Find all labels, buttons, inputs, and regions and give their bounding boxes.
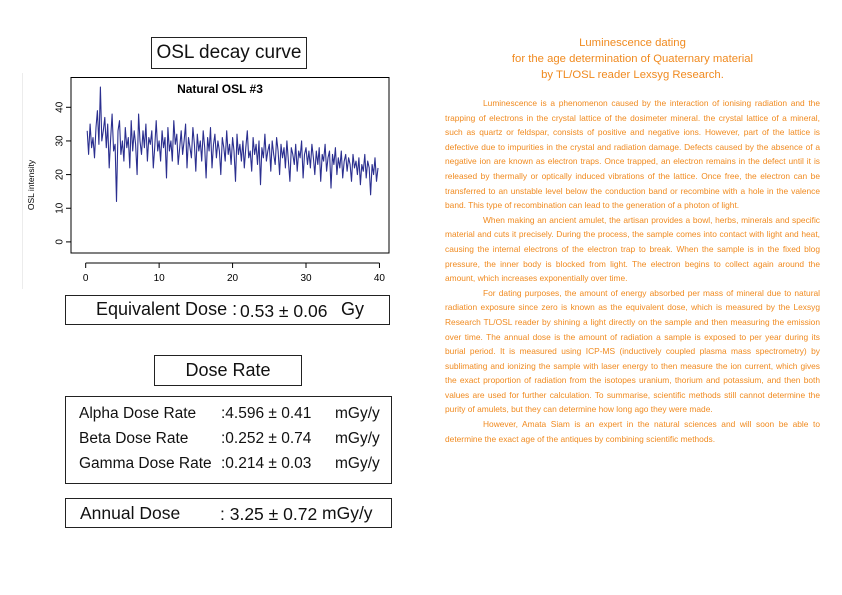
- y-tick-label: 40: [54, 101, 66, 113]
- annual-dose-label: Annual Dose: [80, 503, 181, 523]
- beta-dose-rate-value: :0.252 ± 0.74: [221, 430, 312, 447]
- equivalent-dose-unit: Gy: [341, 299, 365, 319]
- heading-line: Luminescence dating: [579, 37, 686, 49]
- x-tick-label: 0: [82, 273, 89, 284]
- osl-title: OSL decay curve: [156, 42, 302, 63]
- equivalent-dose-box: [65, 295, 390, 325]
- y-tick-label: 20: [54, 169, 66, 181]
- x-tick-label: 20: [227, 273, 239, 284]
- alpha-dose-rate-unit: mGy/y: [335, 405, 380, 422]
- beta-dose-rate-row: [79, 430, 389, 452]
- gamma-dose-rate-value: :0.214 ± 0.03: [221, 455, 312, 472]
- y-axis-label: OSL intensity: [26, 159, 36, 211]
- gamma-dose-rate-row: [79, 455, 389, 477]
- dose-rate-title-box: [154, 355, 302, 386]
- osl-decay-chart: [20, 77, 400, 289]
- dose-rate-title: Dose Rate: [185, 360, 271, 380]
- article-body: [445, 96, 820, 446]
- heading-line: by TL/OSL reader Lexsyg Research.: [541, 69, 724, 81]
- equivalent-dose-value: 0.53 ± 0.06: [240, 301, 328, 321]
- alpha-dose-rate-label: Alpha Dose Rate: [79, 405, 197, 422]
- x-tick-label: 30: [300, 273, 312, 284]
- x-tick-label: 40: [373, 273, 386, 284]
- alpha-dose-rate-value: :4.596 ± 0.41: [221, 405, 312, 422]
- alpha-dose-rate-row: [79, 405, 389, 427]
- paragraph: However, Amata Siam is an expert in the natural sciences and will soon be able to determine the exact age of the antiques by combining scientific methods.: [445, 419, 820, 444]
- article-heading: [445, 35, 820, 83]
- annual-dose-unit: mGy/y: [322, 503, 373, 523]
- article-column: [445, 35, 820, 446]
- beta-dose-rate-label: Beta Dose Rate: [79, 430, 189, 447]
- plot-frame: [71, 78, 389, 254]
- osl-title-box: [151, 37, 307, 69]
- y-tick-label: 30: [54, 135, 66, 147]
- series-line-0: [87, 87, 378, 201]
- gamma-dose-rate-unit: mGy/y: [335, 455, 380, 472]
- y-tick-label: 0: [54, 239, 66, 245]
- y-tick-label: 10: [54, 202, 66, 214]
- annual-dose-value: : 3.25 ± 0.72: [220, 504, 318, 524]
- x-tick-label: 10: [153, 273, 165, 284]
- heading-line: for the age determination of Quaternary material: [511, 53, 754, 65]
- chart-title: Natural OSL #3: [177, 82, 263, 96]
- gamma-dose-rate-label: Gamma Dose Rate: [79, 455, 212, 472]
- equivalent-dose-label: Equivalent Dose :: [96, 299, 238, 319]
- paragraph: When making an ancient amulet, the artisan provides a bowl, herbs, minerals and specific material and cuts it precisely. During the process, the sample comes into contact with light and heat, causing the internal electrons of the electron trap to break. When the sample is in the fixed blog pressure, the inner body is blocked from light. The electron begins to collect again around the amount, which increases exponentially over time.: [445, 214, 820, 284]
- beta-dose-rate-unit: mGy/y: [335, 430, 380, 447]
- annual-dose-box: [65, 498, 392, 528]
- paragraph: For dating purposes, the amount of energy absorbed per mass of mineral due to natural radiation exposure since zero is known as the equivalent dose, which is measured by the Lexsyg Research TL/OSL reader by shining a light directly on the sample and then measuring the emission over time. The annual dose is the amount of radiation a sample is exposed to per year during its burial period. It is measured using ICP-MS (inductively coupled plasma mass spectrometry) by sublimating and ionizing the sample with laser energy to then measure the ion current, which gives the exact proportion of radiation from the isotopes uranium, thorium and potassium, and then both values are used for further calculation. To summarise, scientific methods still cannot determine the purity of amulets, but they can determine how long ago they were made.: [445, 287, 820, 415]
- paragraph: Luminescence is a phenomenon caused by the interaction of ionising radiation and the trapping of electrons in the crystal lattice of the dosimeter mineral. the crystal lattice of a mineral, such as quartz or feldspar, consists of positive and negative ions. However, part of the lattice is defective due to impurities in the crystal and radiation damage. Defects caused by the absence of a negative ion are known as electron traps. Once trapped, an electron remains in the defect until it is released by thermally or optically induced vibrations of the lattice. Once free, the electron can be transferred to an unstable level below the conduction band or recombine with a hole in the valence band. This type of recombination can lead to the generation of a photon of light.: [445, 98, 820, 211]
- dose-rates-box: [65, 396, 392, 484]
